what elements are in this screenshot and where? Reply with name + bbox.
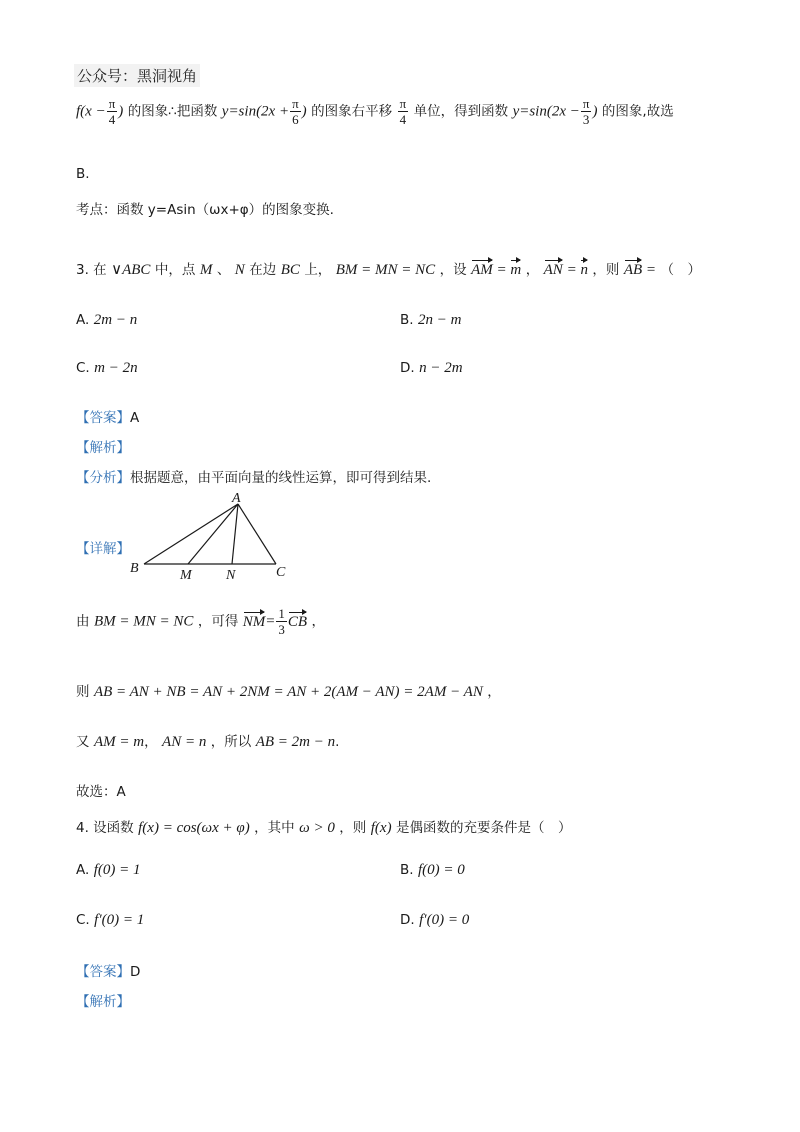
q2-y2: y=sin(2x − <box>512 103 580 120</box>
q2-frac-pi6: $\frac{\pi}{6}$ <box>292 96 299 127</box>
triangle-symbol: ∨ <box>111 262 123 278</box>
q4-option-d[interactable]: D. f′(0) = 0 <box>400 912 470 928</box>
q2-tail-line: f(x − $\frac{\pi}{4}$ ) 的图象∴把函数 y=sin(2x + $\frac{\pi}{6}$ ) 的图象右平移 $\frac{\pi}{4}$ 单位，得到函数 y=sin(2x − $\frac{\pi}{3}$ ) 的图象,故选 <box>76 96 674 127</box>
q2-frac-pi4b: $\frac{\pi}{4}$ <box>399 96 407 127</box>
q2-text-2: 的图象右平移 <box>311 103 393 120</box>
label-n: N <box>226 568 236 583</box>
q2-text-4: 的图象,故选 <box>601 103 674 120</box>
answer-tag-q4: 【答案】 <box>76 964 130 980</box>
segment-an <box>232 504 238 564</box>
q3-option-a[interactable]: A. 2m − n <box>76 312 138 328</box>
q4-option-c[interactable]: C. f′(0) = 1 <box>76 912 145 928</box>
q3-option-c[interactable]: C. m − 2n <box>76 360 138 376</box>
edge-ab <box>144 504 238 564</box>
q4-stem: 4. 设函数 f(x) = cos(ωx + φ) ，其中 ω > 0 ，则 f(x) 是偶函数的充要条件是（ ） <box>76 820 572 836</box>
watermark: 公众号：黑洞视角 <box>74 64 200 87</box>
q2-y1: y=sin(2x + <box>221 103 290 120</box>
label-b: B <box>130 561 139 576</box>
q3-stem: 3. 在 ∨ABC 中，点 M 、 N 在边 BC 上， BM = MN = NC ，设 AM = m ， AN = n ，则 AB = （ ） <box>76 262 701 278</box>
q3-option-d[interactable]: D. n − 2m <box>400 360 463 376</box>
q3-step-3: 又 AM = m， AN = n ，所以 AB = 2m − n. <box>76 734 340 750</box>
q4-option-a[interactable]: A. f(0) = 1 <box>76 862 141 878</box>
q4-option-b[interactable]: B. f(0) = 0 <box>400 862 465 878</box>
edge-ac <box>238 504 276 564</box>
q2-kaodian: 考点：函数 y=Asin（ωx+φ）的图象变换. <box>76 202 334 218</box>
q3-option-b[interactable]: B. 2n − m <box>400 312 462 328</box>
q2-frac-pi3: $\frac{\pi}{3}$ <box>582 96 590 127</box>
q2-answer-line: B. <box>76 166 90 182</box>
q4-answer: 【答案】D <box>76 964 141 980</box>
label-c: C <box>276 565 286 580</box>
fenxi-tag: 【分析】 <box>76 470 130 486</box>
answer-tag: 【答案】 <box>76 410 130 426</box>
q2-f-prefix: f(x − <box>76 103 106 120</box>
q3-step-2: 则 AB = AN + NB = AN + 2NM = AN + 2(AM − AN) = 2AM − AN ， <box>76 684 501 700</box>
label-m: M <box>180 568 192 583</box>
q2-text-1: 的图象∴把函数 <box>127 103 218 120</box>
q3-guxuan: 故选：A <box>76 784 126 800</box>
triangle-figure <box>126 488 296 584</box>
q2-frac-pi4: $\frac{\pi}{4}$ <box>108 96 116 127</box>
q3-fenxi: 【分析】根据题意，由平面向量的线性运算，即可得到结果. <box>76 470 432 486</box>
label-a: A <box>232 491 241 506</box>
q3-xiangjie-tag: 【详解】 <box>76 541 130 557</box>
q4-jiexi-tag: 【解析】 <box>76 994 130 1010</box>
q2-text-3: 单位，得到函数 <box>413 103 509 120</box>
q3-jiexi-tag: 【解析】 <box>76 440 130 456</box>
q3-answer: 【答案】A <box>76 410 140 426</box>
q3-step-1: 由 BM = MN = NC ，可得 NM= $\frac{1}{3}$ CB ， <box>76 606 326 637</box>
segment-am <box>188 504 238 564</box>
